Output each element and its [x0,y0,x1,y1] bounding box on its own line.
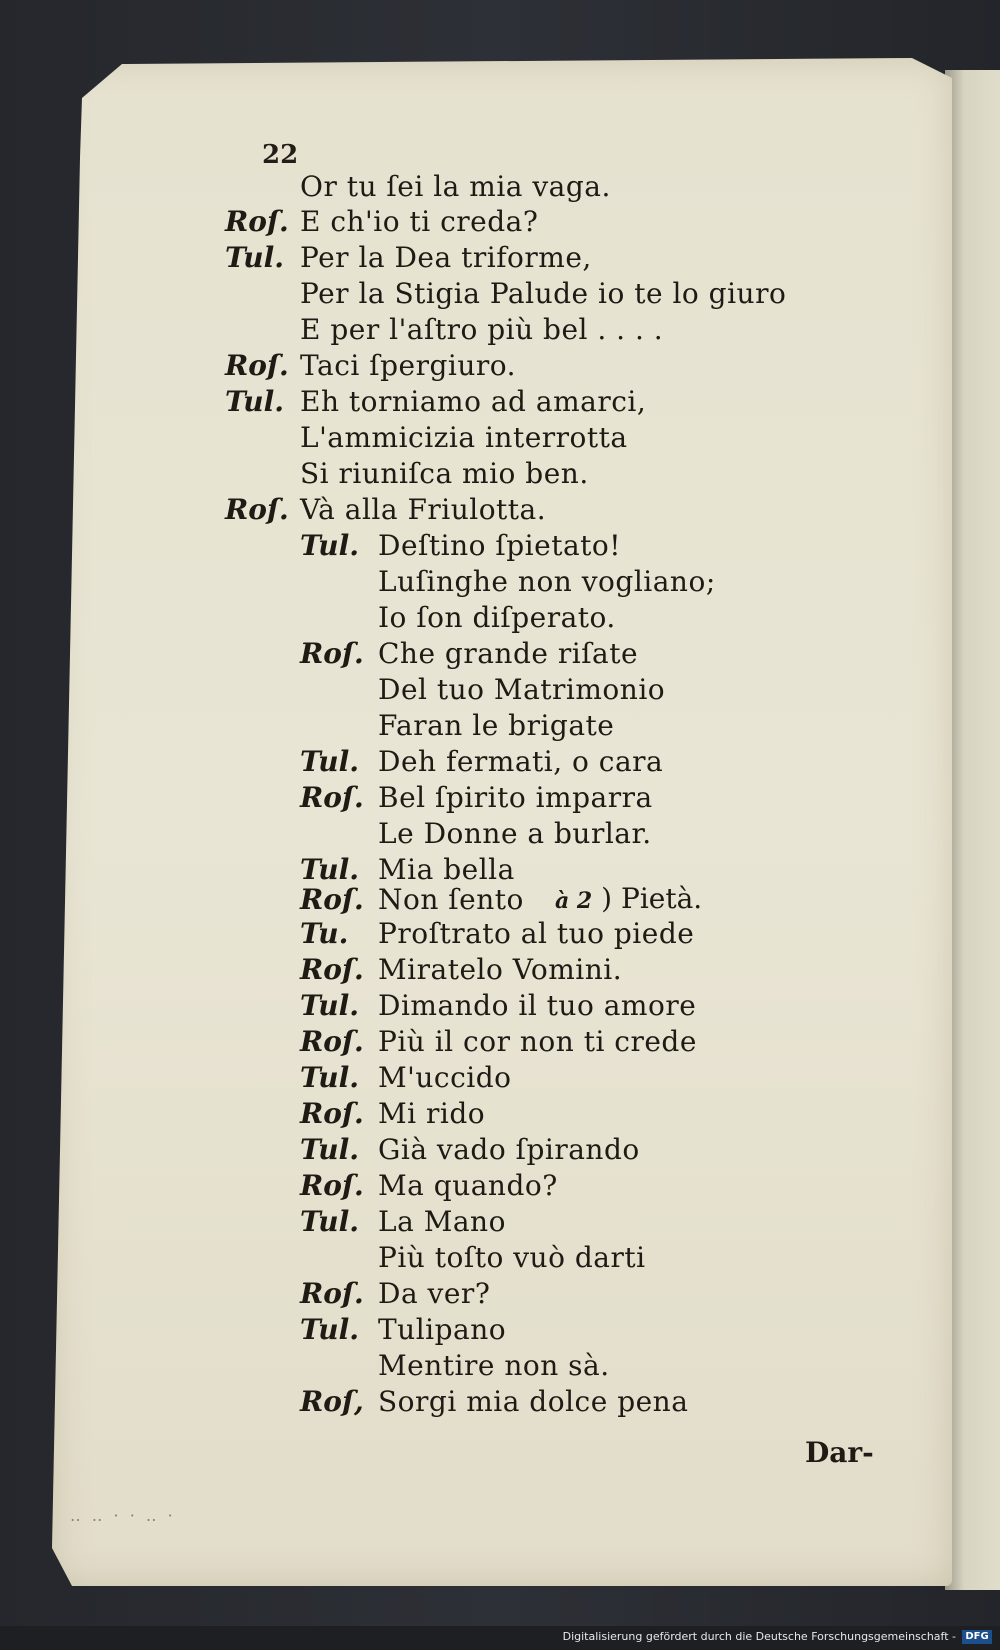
page-number: 22 [262,140,299,170]
speaker-label: Roſ. [300,1097,364,1130]
dfg-logo: DFG [962,1630,992,1644]
verse-line: E per l'aſtro più bel . . . . [300,313,664,346]
verse-line: Ma quando? [378,1169,558,1202]
speaker-label: Tul. [300,989,360,1022]
verse-line: Sorgi mia dolce pena [378,1385,689,1418]
verse-line: Già vado ſpirando [378,1133,640,1166]
verse-line: Le Donne a burlar. [378,817,652,850]
verse-line: Proſtrato al tuo piede [378,917,695,950]
speaker-label: Roſ. [300,781,364,814]
verse-line: E ch'io ti creda? [300,205,539,238]
verse-line: Da ver? [378,1277,491,1310]
verse-line: Or tu ſei la mia vaga. [300,170,611,203]
speaker-label: Roſ. [225,493,289,526]
verse-line: Deh fermati, o cara [378,745,664,778]
catchword: Dar- [805,1436,874,1469]
speaker-label: Tul. [300,529,360,562]
speaker-label: Roſ. [300,883,364,916]
speaker-label: Roſ, [300,1385,364,1418]
verse-line: Mia bella [378,853,515,886]
speaker-label: Tul. [300,1061,360,1094]
verse-line: L'ammicizia interrotta [300,421,628,454]
verse-line: Faran le brigate [378,709,615,742]
verse-line: Eh torniamo ad amarci, [300,385,647,418]
verse-line: Miratelo Vomini. [378,953,623,986]
verse-line: M'uccido [378,1061,512,1094]
funding-notice: Digitalisierung gefördert durch die Deutsche Forschungsgemeinschaft - [562,1630,956,1643]
next-page-edge [945,70,1000,1590]
speaker-label: Roſ. [300,1169,364,1202]
speaker-label: Tul. [300,853,360,886]
speaker-label: Tul. [225,385,285,418]
duet-bracket: ) [601,882,613,915]
speaker-label: Roſ. [225,205,289,238]
speaker-label: Roſ. [300,1277,364,1310]
speaker-label: Tul. [300,745,360,778]
verse-line: Taci ſpergiuro. [300,349,517,382]
duet-word: Pietà. [620,882,703,915]
speaker-label: Tul. [300,1133,360,1166]
verse-line: Dimando il tuo amore [378,989,697,1022]
verse-line: Per la Stigia Palude io te lo giuro [300,277,787,310]
verse-line: Non ſento [378,883,524,916]
verse-line: Più toſto vuò darti [378,1241,646,1274]
verse-line: Deſtino ſpietato! [378,529,621,562]
speaker-label: Tul. [225,241,285,274]
speaker-label: Tul. [300,1313,360,1346]
verse-line: Io ſon diſperato. [378,601,616,634]
verse-line: Tulipano [378,1313,507,1346]
speaker-label: Roſ. [225,349,289,382]
verse-line: Per la Dea triforme, [300,241,592,274]
speaker-label: Roſ. [300,953,364,986]
speaker-label: Roſ. [300,637,364,670]
speaker-label: Tu. [300,917,349,950]
duet-mark: à 2 [555,888,593,914]
verse-line: La Mano [378,1205,506,1238]
verse-line: Mi rido [378,1097,486,1130]
speaker-label: Roſ. [300,1025,364,1058]
smudge-marks: ‥ ‥ · · ‥ · [70,1506,176,1525]
verse-line: Si riuniſca mio ben. [300,457,589,490]
speaker-label: Tul. [300,1205,360,1238]
verse-line: Più il cor non ti crede [378,1025,697,1058]
duet-marker [555,882,702,915]
verse-line: Mentire non sà. [378,1349,610,1382]
verse-line: Luſinghe non vogliano; [378,565,716,598]
verse-line: Và alla Friulotta. [300,493,547,526]
verse-line: Bel ſpirito imparra [378,781,653,814]
verse-line: Del tuo Matrimonio [378,673,666,706]
verse-line: Che grande riſate [378,637,639,670]
